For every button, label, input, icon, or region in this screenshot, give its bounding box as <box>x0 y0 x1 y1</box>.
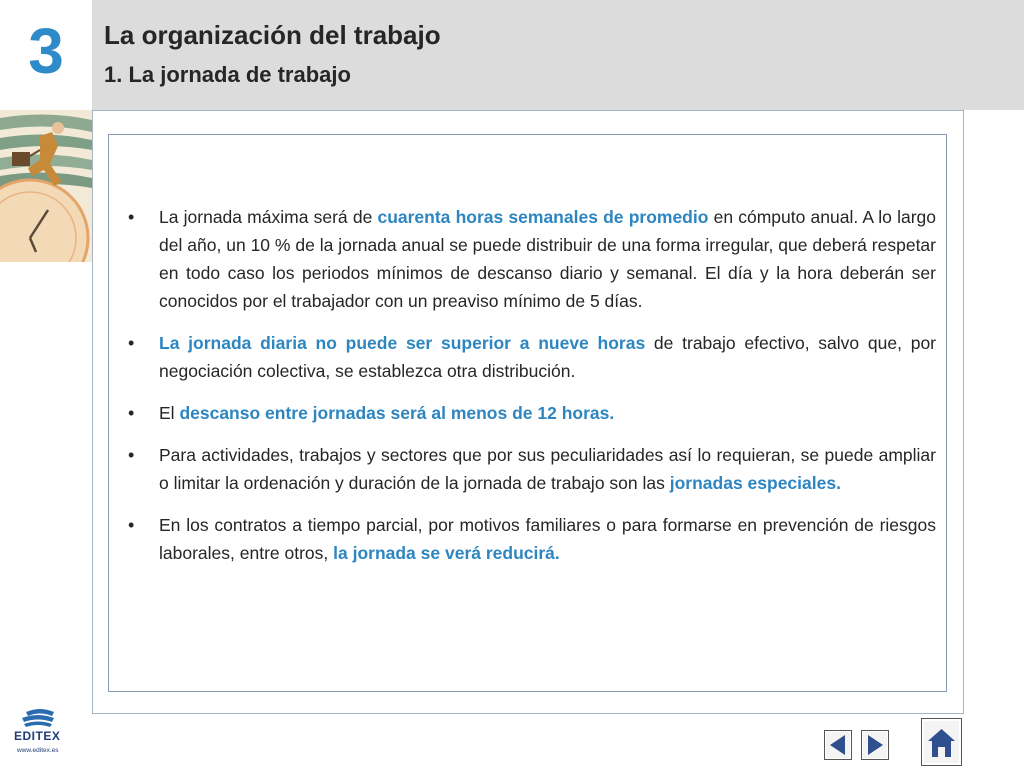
bullet-list <box>128 203 936 581</box>
highlighted-text: La jornada diaria no puede ser superior a nueve horas <box>159 333 646 353</box>
header-band <box>92 0 1024 110</box>
list-item <box>128 329 936 385</box>
logo-url: www.editex.es <box>17 747 59 754</box>
highlighted-text: la jornada se verá reducirá. <box>333 543 560 563</box>
bullet-icon: • <box>128 333 135 353</box>
running-worker-illustration <box>0 110 92 262</box>
list-item <box>128 511 936 567</box>
list-item <box>128 441 936 497</box>
text-segment: El <box>159 403 180 423</box>
list-item <box>128 399 936 427</box>
text-segment: La jornada máxima será de <box>159 207 378 227</box>
previous-button[interactable] <box>824 730 852 760</box>
logo-text: EDITEX <box>14 729 61 743</box>
home-button[interactable] <box>921 718 962 766</box>
text-segment: En los contratos a tiempo parcial, por motivos familiares o para formarse en prevención de riesgos laborales, entre otros, <box>159 515 936 563</box>
highlighted-text: descanso entre jornadas será al menos de 12 horas. <box>179 403 615 423</box>
bullet-icon: • <box>128 207 135 227</box>
home-icon <box>922 719 961 765</box>
highlighted-text: cuarenta horas semanales de promedio <box>377 207 709 227</box>
list-item <box>128 203 936 315</box>
triangle-right-icon <box>862 731 888 759</box>
text-segment: en cómputo anual. A lo largo del año, un 10 % de la jornada anual se puede distribuir de una forma irregular, que deberá respetar en todo caso los periodos mínimos de descanso diario y semanal. El día y la hora deberán ser conocidos por el trabajador con un preaviso mínimo de 5 días. <box>159 207 936 311</box>
bullet-icon: • <box>128 515 135 535</box>
text-segment: de trabajo efectivo, salvo que, por negociación colectiva, se establezca otra distribución. <box>159 333 936 381</box>
highlighted-text: jornadas especiales. <box>669 473 841 493</box>
page-title: La organización del trabajo <box>104 20 441 50</box>
bullet-icon: • <box>128 445 135 465</box>
page-subtitle: 1. La jornada de trabajo <box>104 62 351 87</box>
text-segment: Para actividades, trabajos y sectores que por sus peculiaridades así lo requieran, se puede ampliar o limitar la ordenación y duración de la jornada de trabajo son las <box>159 445 936 493</box>
next-button[interactable] <box>861 730 889 760</box>
triangle-left-icon <box>825 731 851 759</box>
bullet-icon: • <box>128 403 135 423</box>
chapter-badge <box>0 0 92 110</box>
chapter-number: 3 <box>28 15 64 87</box>
